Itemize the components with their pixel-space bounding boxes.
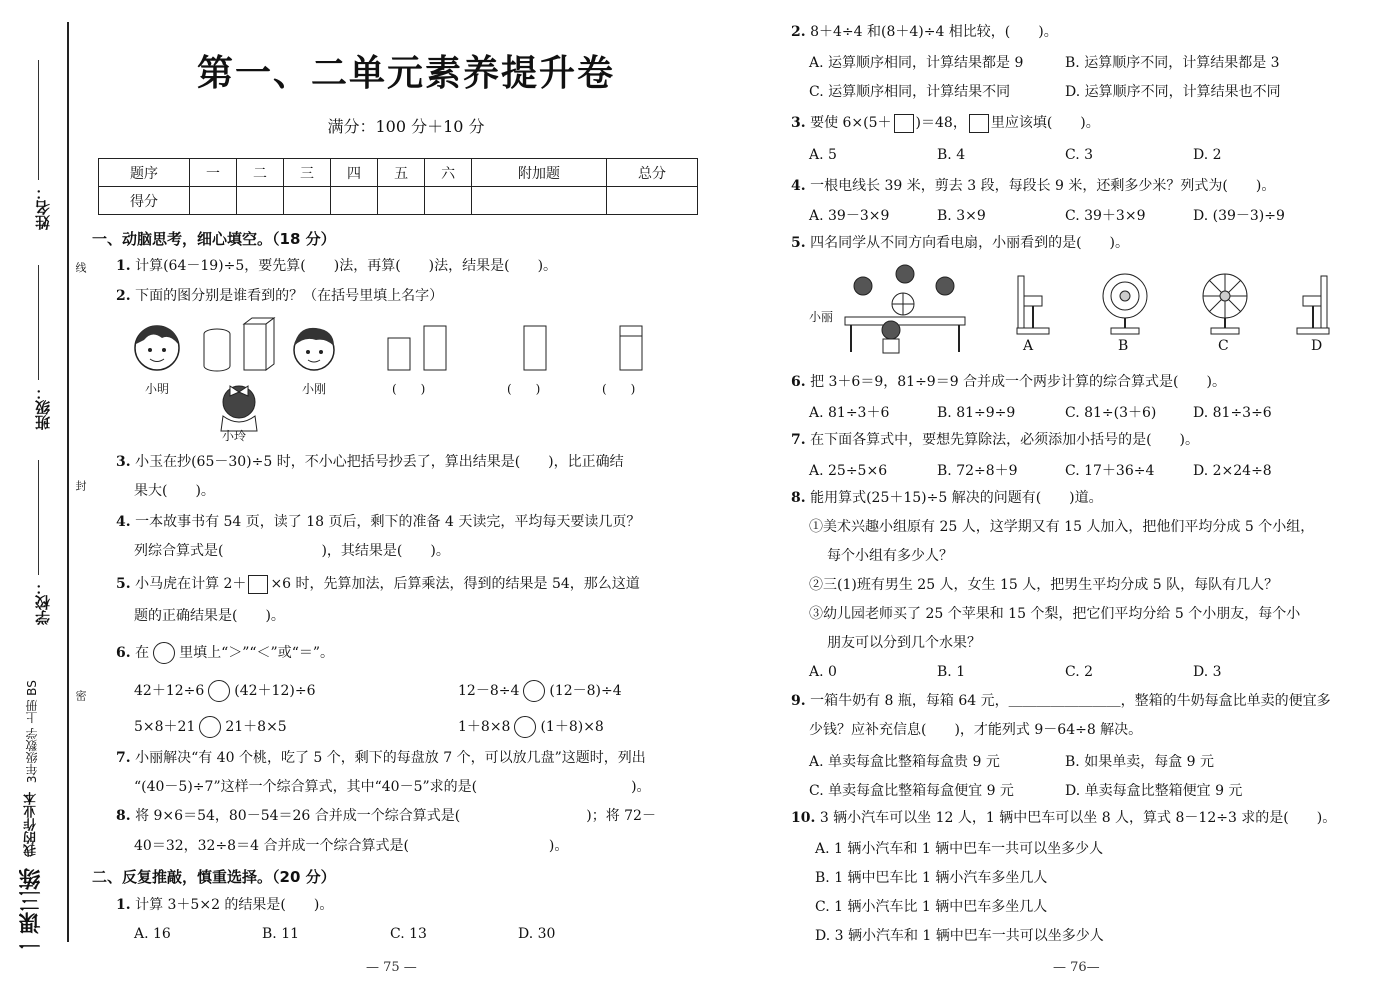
option-a[interactable]: A. 39－3×9 [809, 208, 890, 224]
option-d[interactable]: D. 30 [518, 926, 556, 942]
question-text-post: 里应该填( )。 [990, 115, 1100, 131]
score-row-label: 得分 [99, 187, 190, 215]
question-2-8 [791, 488, 1103, 508]
compare-circle[interactable] [208, 680, 230, 702]
score-cell[interactable] [472, 187, 607, 215]
answer-box[interactable] [894, 114, 914, 133]
section-2-heading: 二、反复推敲，慎重选择。（20 分） [92, 868, 336, 886]
fan-front-view-c-icon [1203, 274, 1247, 334]
score-cell[interactable] [331, 187, 378, 215]
question-text: 3 辆小汽车可以坐 12 人，1 辆中巴车可以坐 8 人，算式 8－12÷3 求的是( )。 [819, 810, 1337, 826]
question-1-6 [116, 642, 334, 664]
score-header-cell: 六 [425, 159, 472, 187]
options-2-7 [809, 460, 1272, 480]
option-c[interactable]: C. 2 [1065, 664, 1094, 680]
question-number: 8. [116, 808, 131, 824]
options-2-3 [809, 147, 1222, 163]
question-1-4 [116, 512, 640, 532]
brand-main: 一课三练 [19, 868, 44, 957]
view-shapes-3 [620, 326, 642, 370]
expr-left: 1＋8×8 [458, 719, 511, 735]
question-text: 一根电线长 39 米，剪去 3 段，每段长 9 米，还剩多少米？列式为( )。 [810, 178, 1276, 194]
question-1-2 [116, 286, 443, 306]
option-a[interactable]: A. 1 辆小汽车和 1 辆中巴车一共可以坐多少人 [815, 841, 1104, 857]
answer-blank[interactable]: ( ) [507, 382, 541, 396]
problem-item: 每个小组有多少人？ [827, 548, 953, 564]
score-table [98, 158, 698, 215]
question-number: 8. [791, 490, 806, 506]
question-text: 能用算式(25＋15)÷5 解决的问题有( )道。 [810, 490, 1103, 506]
question-number: 5. [116, 576, 131, 592]
question-1-8-cont: 40＝32，32÷8＝4 合并成一个综合算式是( )。 [134, 838, 569, 854]
view-shapes-1 [388, 326, 446, 370]
page-number: — 75 — [366, 960, 417, 975]
cylinder-icon [204, 329, 230, 371]
score-header-cell: 五 [378, 159, 425, 187]
option-c[interactable]: C. 3 [1065, 147, 1094, 163]
binding-strip [0, 0, 92, 999]
class-underline[interactable] [38, 265, 39, 380]
question-number: 2. [116, 288, 131, 304]
brand-grade: 3年级数学 上册 BS [25, 680, 39, 783]
school-underline[interactable] [38, 460, 39, 575]
expr-left: 42＋12÷6 [134, 683, 205, 699]
question-number: 4. [791, 178, 806, 194]
question-number: 3. [116, 454, 131, 470]
score-cell[interactable] [378, 187, 425, 215]
binding-line [67, 22, 69, 942]
option-c[interactable]: C. 运算顺序相同，计算结果不同 [809, 84, 1011, 100]
option-c[interactable]: C. 单卖每盒比整箱每盒便宜 9 元 [809, 783, 1014, 799]
option-b[interactable]: B. 3×9 [937, 208, 986, 224]
option-c[interactable]: C. 1 辆小汽车比 1 辆中巴车多坐几人 [815, 899, 1048, 915]
question-text: 8＋4÷4 和(8＋4)÷4 相比较，( )。 [810, 24, 1058, 40]
option-b[interactable]: B. 11 [262, 926, 300, 942]
question-number: 1. [116, 897, 131, 913]
question-1-7 [116, 748, 646, 768]
problem-item: ①美术兴趣小组原有 25 人，这学期又有 15 人加入，把他们平均分成 5 个小组， [809, 519, 1315, 535]
score-table-header-row [99, 159, 698, 187]
school-label: 学校： [34, 580, 52, 625]
score-header-cell: 题序 [99, 159, 190, 187]
expr-right: (1＋8)×8 [540, 719, 604, 735]
option-b[interactable]: B. 81÷9÷9 [937, 405, 1016, 421]
label-xiaoling: 小玲 [222, 429, 247, 443]
fan-option-d[interactable]: D [1311, 338, 1323, 354]
question-text: 一本故事书有 54 页，读了 18 页后，剩下的准备 4 天读完，平均每天要读几页？ [135, 514, 641, 530]
option-b[interactable]: B. 4 [937, 147, 966, 163]
score-header-cell: 三 [284, 159, 331, 187]
view-shapes-2 [524, 326, 546, 370]
question-text: 小玉在抄(65－30)÷5 时，不小心把括号抄丢了，算出结果是( )，比正确结 [135, 454, 624, 470]
question-1-5 [116, 574, 640, 594]
score-header-cell: 四 [331, 159, 378, 187]
question-2-6 [791, 372, 1226, 392]
question-number: 7. [791, 432, 806, 448]
line-char: 线 [74, 262, 87, 273]
question-2-10 [791, 808, 1336, 828]
option-d[interactable]: D. 2 [1193, 147, 1222, 163]
right-page [783, 0, 1393, 999]
label-xiaoli: 小丽 [809, 310, 834, 324]
option-a[interactable]: A. 16 [134, 926, 171, 942]
compare-circle[interactable] [514, 716, 536, 738]
question-number: 2. [791, 24, 806, 40]
question-2-9-cont: 少钱？应补充信息( )，才能列式 9－64÷8 解决。 [809, 722, 1143, 738]
class-label: 班级： [34, 385, 52, 430]
question-1-4-cont: 列综合算式是( )，其结果是( )。 [134, 543, 450, 559]
question-number: 6. [791, 374, 806, 390]
question-1-3-cont: 果大( )。 [134, 483, 215, 499]
question-text-pre: 要使 6×(5＋ [810, 115, 892, 131]
expr-right: 21＋8×5 [225, 719, 287, 735]
compare-item [134, 716, 287, 738]
question-text-post: 里填上“＞”“＜”或“＝”。 [179, 645, 335, 661]
question-number: 10. [791, 810, 816, 826]
option-d[interactable]: D. 运算顺序不同，计算结果也不同 [1065, 84, 1281, 100]
question-text: 计算 3＋5×2 的结果是( )。 [135, 897, 334, 913]
options-2-2-row2 [809, 81, 1281, 101]
fan-back-view-b-icon [1103, 274, 1147, 334]
compare-circle [153, 642, 175, 664]
question-text-post: ×6 时，先算加法，后算乘法，得到的结果是 54，那么这道 [270, 576, 640, 592]
option-b[interactable]: B. 1 辆中巴车比 1 辆小汽车多坐几人 [815, 870, 1048, 886]
answer-blank[interactable]: ( ) [602, 382, 636, 396]
compare-item [458, 716, 604, 738]
question-number: 4. [116, 514, 131, 530]
question-2-3 [791, 113, 1100, 133]
expr-left: 5×8＋21 [134, 719, 196, 735]
option-b[interactable]: B. 运算顺序不同，计算结果都是 3 [1065, 55, 1280, 71]
question-number: 5. [791, 235, 806, 251]
compare-item [134, 680, 315, 702]
question-text: 小丽解决“有 40 个桃，吃了 5 个，剩下的每盘放 7 个，可以放几盘”这题时，列出 [135, 750, 646, 766]
option-b[interactable]: B. 72÷8＋9 [937, 463, 1018, 479]
question-2-9 [791, 691, 1331, 711]
page-title: 第一、二单元素养提升卷 [196, 52, 615, 94]
fan-side-view-d-icon [1297, 276, 1329, 334]
option-b[interactable]: B. 1 [937, 664, 966, 680]
students-table-icon [845, 265, 965, 353]
expr-left: 12－8÷4 [458, 683, 520, 699]
question-1-7-cont: “(40－5)÷7”这样一个综合算式，其中“40－5”求的是( )。 [134, 779, 651, 795]
compare-circle[interactable] [523, 680, 545, 702]
secret-char: 密 [74, 690, 87, 701]
answer-blank[interactable]: ( ) [392, 382, 426, 396]
question-number: 6. [116, 645, 131, 661]
question-number: 9. [791, 693, 806, 709]
fan-option-c[interactable]: C [1218, 338, 1229, 354]
option-a[interactable]: A. 81÷3＋6 [809, 405, 890, 421]
options-2-2-row1 [809, 52, 1280, 72]
compare-circle[interactable] [199, 716, 221, 738]
option-d[interactable]: D. 单卖每盒比整箱便宜 9 元 [1065, 783, 1243, 799]
option-a[interactable]: A. 25÷5×6 [809, 463, 888, 479]
label-xiaoming: 小明 [145, 382, 170, 396]
xiaoming-face-icon [135, 326, 179, 370]
option-d[interactable]: D. (39－3)÷9 [1193, 208, 1285, 224]
score-cell[interactable] [425, 187, 472, 215]
question-2-7 [791, 430, 1199, 450]
brand-sub: 我的作业本 [24, 792, 39, 857]
xiaogang-face-icon [294, 328, 334, 370]
options-2-9-row1 [809, 751, 1214, 771]
question-1-3 [116, 452, 624, 472]
expr-right: (12－8)÷4 [549, 683, 622, 699]
score-cell[interactable] [189, 187, 236, 215]
question-text: 一箱牛奶有 8 瓶，每箱 64 元，＿＿＿＿＿＿＿＿，整箱的牛奶每盒比单卖的便宜多 [810, 693, 1331, 709]
question-number: 1. [116, 258, 131, 274]
options-2-4 [809, 205, 1285, 225]
question-2-1 [116, 895, 333, 915]
option-a[interactable]: A. 5 [809, 147, 837, 163]
question-text-pre: 在 [135, 645, 150, 661]
name-underline[interactable] [38, 60, 39, 180]
section-1-heading: 一、动脑思考，细心填空。（18 分） [92, 230, 336, 248]
score-table-score-row [99, 187, 698, 215]
problem-item: 朋友可以分到几个水果？ [827, 635, 981, 651]
option-d[interactable]: D. 81÷3÷6 [1193, 405, 1272, 421]
question-number: 3. [791, 115, 806, 131]
score-cell[interactable] [606, 187, 697, 215]
option-c[interactable]: C. 13 [390, 926, 427, 942]
option-d[interactable]: D. 2×24÷8 [1193, 463, 1272, 479]
option-d[interactable]: D. 3 [1193, 664, 1222, 680]
answer-box[interactable] [248, 575, 268, 594]
label-xiaogang: 小刚 [302, 382, 327, 396]
score-header-cell: 总分 [606, 159, 697, 187]
name-label: 姓名： [34, 185, 52, 230]
options-2-1 [134, 926, 555, 942]
question-1-1 [116, 256, 557, 276]
problem-item: ②三(1)班有男生 25 人，女生 15 人，把男生平均分成 5 队，每队有几人？ [809, 577, 1279, 593]
question-text: 在下面各算式中，要想先算除法，必须添加小括号的是( )。 [810, 432, 1200, 448]
fan-option-a[interactable]: A [1023, 338, 1034, 354]
expr-right: (42＋12)÷6 [234, 683, 316, 699]
question-2-4 [791, 176, 1275, 196]
problem-item: ③幼儿园老师买了 25 个苹果和 15 个梨，把它们平均分给 5 个小朋友，每个小 [809, 606, 1301, 622]
fan-option-b[interactable]: B [1118, 338, 1129, 354]
score-header-cell: 一 [189, 159, 236, 187]
question-text: 将 9×6＝54，80－54＝26 合并成一个综合算式是( )；将 72－ [135, 808, 656, 824]
xiaoling-icon [221, 386, 257, 431]
score-header-cell: 二 [236, 159, 283, 187]
question-text: 把 3＋6＝9，81÷9＝9 合并成一个两步计算的综合算式是( )。 [810, 374, 1226, 390]
option-d[interactable]: D. 3 辆小汽车和 1 辆中巴车一共可以坐多少人 [815, 928, 1104, 944]
page-number: — 76— [1053, 960, 1100, 975]
left-page [92, 0, 720, 999]
score-cell[interactable] [236, 187, 283, 215]
options-2-8 [809, 664, 1222, 680]
question-text-pre: 小马虎在计算 2＋ [135, 576, 247, 592]
question-text: 计算(64－19)÷5，要先算( )法，再算( )法，结果是( )。 [135, 258, 558, 274]
option-b[interactable]: B. 如果单卖，每盒 9 元 [1065, 754, 1214, 770]
fan-figure [833, 262, 1393, 357]
full-score: 满分：100 分＋10 分 [327, 117, 485, 136]
question-text-mid: )＝48， [915, 115, 967, 131]
score-header-cell: 附加题 [472, 159, 607, 187]
option-a[interactable]: A. 运算顺序相同，计算结果都是 9 [809, 55, 1024, 71]
option-a[interactable]: A. 单卖每盒比整箱每盒贵 9 元 [809, 754, 1000, 770]
score-cell[interactable] [284, 187, 331, 215]
compare-item [458, 680, 622, 702]
option-c[interactable]: C. 81÷(3＋6) [1065, 405, 1157, 421]
option-c[interactable]: C. 17＋36÷4 [1065, 463, 1155, 479]
question-2-2 [791, 22, 1058, 42]
fan-side-view-a-icon [1017, 276, 1049, 334]
question-1-8 [116, 806, 656, 826]
options-2-9-row2 [809, 780, 1242, 800]
seal-char: 封 [74, 480, 87, 491]
brand-logo [16, 680, 47, 956]
question-2-5 [791, 233, 1129, 253]
answer-box[interactable] [969, 114, 989, 133]
question-text: 四名同学从不同方向看电扇，小丽看到的是( )。 [810, 235, 1130, 251]
question-1-5-cont: 题的正确结果是( )。 [134, 608, 285, 624]
option-c[interactable]: C. 39＋3×9 [1065, 208, 1146, 224]
question-number: 7. [116, 750, 131, 766]
option-a[interactable]: A. 0 [809, 664, 837, 680]
question-text: 下面的图分别是谁看到的？（在括号里填上名字） [135, 288, 444, 304]
cuboid-icon [244, 318, 274, 370]
options-2-6 [809, 402, 1272, 422]
